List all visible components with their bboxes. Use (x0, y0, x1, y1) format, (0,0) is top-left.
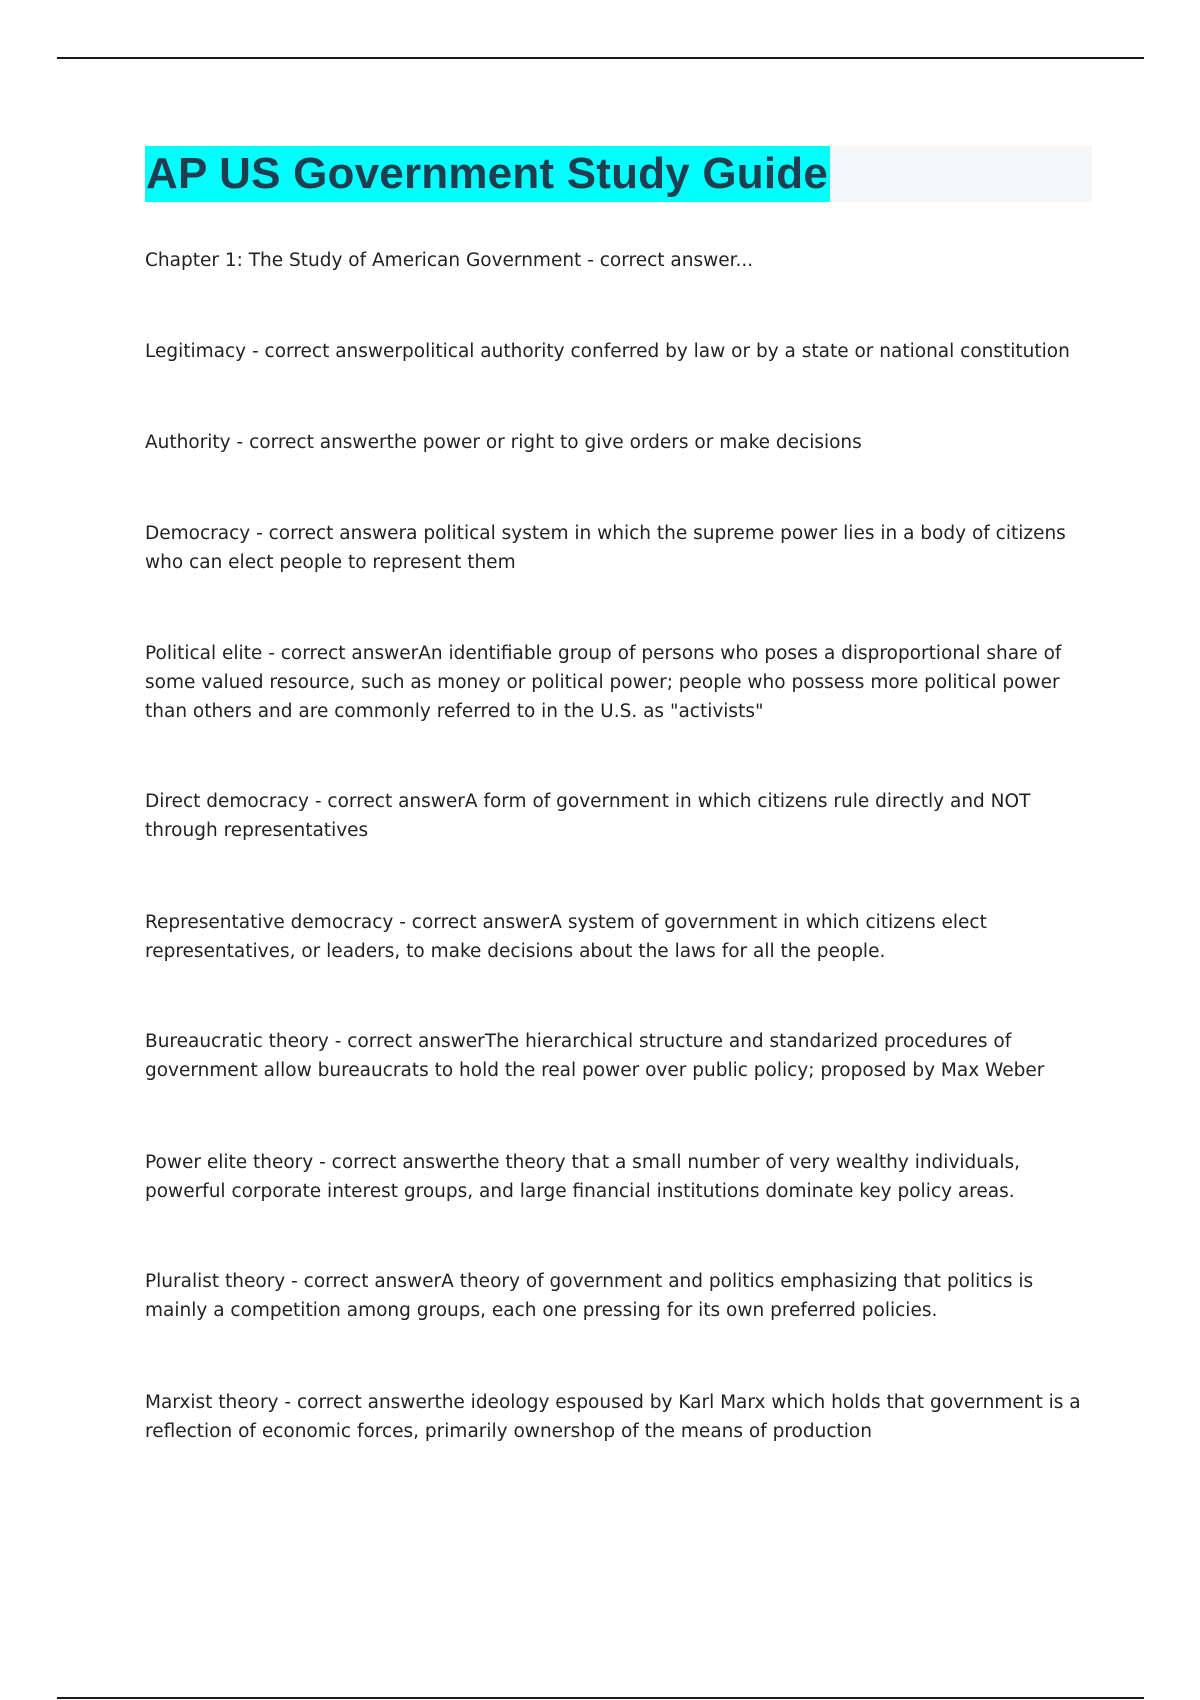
glossary-entry (145, 428, 1095, 457)
entry-term: Authority (145, 432, 231, 453)
entry-definition: An identifiable group of persons who poses a disproportional share of some valued resource, such as money or political power; people who possess more political power than others and are commonly referred to in the U.S. as "activists" (145, 643, 1062, 722)
footer-rule (57, 1697, 1144, 1699)
entry-definition: the power or right to give orders or make decisions (386, 432, 862, 453)
glossary-entry (145, 908, 1095, 966)
entry-separator: - correct answer (250, 523, 407, 544)
entry-separator: - correct answer (308, 791, 465, 812)
entry-definition: A system of government in which citizens elect representatives, or leaders, to make decisions about the laws for all the people. (145, 912, 987, 962)
entry-separator: - correct answer (262, 643, 419, 664)
entry-separator: - correct answer (278, 1392, 435, 1413)
entry-separator: - correct answer (246, 341, 403, 362)
header-rule (57, 57, 1144, 59)
entry-definition: A form of government in which citizens rule directly and NOT through representatives (145, 791, 1031, 841)
entry-definition: A theory of government and politics emphasizing that politics is mainly a competition among groups, each one pressing for its own preferred policies. (145, 1271, 1034, 1321)
glossary-entry (145, 337, 1095, 366)
entry-term: Pluralist theory (145, 1271, 286, 1292)
entry-term: Marxist theory (145, 1392, 279, 1413)
glossary-entry (145, 639, 1095, 726)
entry-definition: political authority conferred by law or by a state or national constitution (402, 341, 1070, 362)
entry-definition: the theory that a small number of very wealthy individuals, powerful corporate interest groups, and large financial institutions dominate key policy areas. (145, 1152, 1020, 1202)
entry-term: Direct democracy (145, 791, 309, 812)
page-title: AP US Government Study Guide (145, 146, 830, 202)
entry-definition: The hierarchical structure and standarized procedures of government allow bureaucrats to hold the real power over public policy; proposed by Max Weber (145, 1031, 1045, 1081)
entry-separator: - correct answer (313, 1152, 470, 1173)
entry-term: Bureaucratic theory (145, 1031, 329, 1052)
entry-separator: - correct answer (285, 1271, 442, 1292)
chapter-heading-text: Chapter 1: The Study of American Government - correct answer... (145, 250, 754, 271)
entry-term: Power elite theory (145, 1152, 314, 1173)
entry-definition: the ideology espoused by Karl Marx which holds that government is a reflection of economic forces, primarily ownershop of the means of production (145, 1392, 1081, 1442)
glossary-entry (145, 1388, 1095, 1446)
glossary-entry (145, 1027, 1095, 1085)
glossary-entry (145, 519, 1095, 577)
entry-separator: - correct answer (328, 1031, 485, 1052)
entry-separator: - correct answer (230, 432, 387, 453)
entry-term: Legitimacy (145, 341, 247, 362)
entry-definition: a political system in which the supreme power lies in a body of citizens who can elect people to represent them (145, 523, 1066, 573)
glossary-entry (145, 1148, 1095, 1206)
entry-term: Political elite (145, 643, 263, 664)
entry-term: Democracy (145, 523, 251, 544)
glossary-entry (145, 1267, 1095, 1325)
glossary-entry (145, 787, 1095, 845)
entry-term: Representative democracy (145, 912, 394, 933)
chapter-heading (145, 246, 1095, 275)
entry-separator: - correct answer (393, 912, 550, 933)
